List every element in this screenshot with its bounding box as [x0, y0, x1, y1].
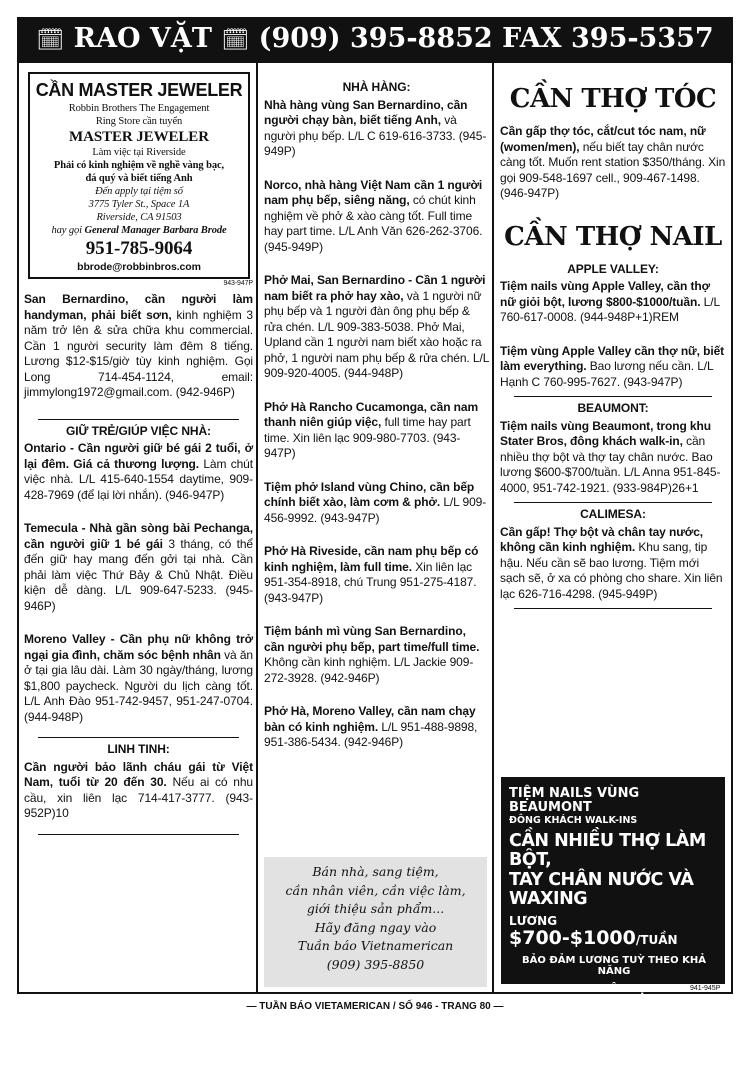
ad-line: XIN LIÊN LẠC [573, 982, 655, 996]
section-heading: CALIMESA: [580, 507, 646, 521]
jeweler-line: Robbin Brothers The Engagement [68, 103, 210, 114]
jeweler-phone: 951-785-9064 [85, 238, 193, 259]
section-heading: APPLE VALLEY: [567, 261, 659, 276]
promo-line: Hãy đăng ngay vào [314, 919, 437, 935]
ad-headline: CẦN NHIỀU THỢ LÀM BỘT, [509, 831, 706, 871]
jeweler-line: Đến apply tại tiệm số [95, 186, 183, 197]
jeweler-line: đá quý và biết tiếng Anh [85, 173, 193, 184]
jeweler-line: hay gọi [51, 225, 82, 236]
column-3 [500, 64, 726, 613]
classified-ad: Phở Hà, Moreno Valley, cần nam chạy bàn có kinh nghiệm. L/L 951-488-9898, 951-386-5434. (942-946P) [264, 704, 478, 749]
section-title: CẦN THỢ TÓC [509, 84, 717, 114]
classified-ad: Ontario - Cần người giữ bé gái 2 tuổi, ở lại đêm. Giá cả thương lượng. Làm chút việc nhà. L/L 415-640-1554 daytime, 909-428-7969 (để lại lời nhắn). (946-947P) [24, 441, 253, 502]
classified-ad: San Bernardino, cần người làm handyman, phải biết sơn, kinh nghiệm 3 năm trở lên & sửa chữa khu commercial. Cần 1 người security làm đêm 8 tiếng. Lương $12-$15/giờ tùy kinh nghiệm. Gọi Long 714-454-1124, email: jimmylong1972@gmail.com. (942-946P) [24, 292, 253, 399]
promo-line: cần nhân viên, cần việc làm, [285, 882, 466, 898]
classified-ad: Cần gấp! Thợ bột và chân tay nước, không cần kinh nghiệm. Khu sang, tip hậu. Nếu cần sẽ bao lương. Tiệm mới sạch sẽ, ở xa có phòng cho share. Xin liên lạc 626-716-4298. (945-949P) [500, 524, 723, 601]
ad-line: BẢO ĐẢM LƯƠNG TUỲ THEO KHẢ NĂNG [522, 955, 706, 978]
jeweler-line: Ring Store cần tuyển [95, 116, 183, 127]
ad-phone: 909-455-7691 [543, 999, 685, 1065]
jeweler-subtitle: MASTER JEWELER [69, 129, 209, 145]
header-phone: (909) 395-8852 [258, 23, 493, 54]
section-heading: GIỮ TRẺ/GIÚP VIỆC NHÀ: [66, 423, 211, 438]
section-heading: LINH TINH: [107, 742, 170, 756]
classified-ad: Moreno Valley - Cần phụ nữ không trở ngại gia đình, chăm sóc bệnh nhân và ăn ở tại gia lâu dài. Làm 30 ngày/tháng, lương $1,800 paycheck. Người du lịch càng tốt. L/L Anh Đào 951-742-9457, 951-247-0704. (944-948P) [24, 632, 253, 724]
promo-line: Bán nhà, sang tiệm, [312, 864, 439, 879]
jeweler-city: Riverside, CA 91503 [96, 212, 182, 223]
jeweler-contact: General Manager Barbara Brode [84, 225, 227, 236]
classified-ad: Temecula - Nhà gần sòng bài Pechanga, cần người giữ 1 bé gái 3 tháng, có thể đến giữ hay mang đến gởi tại nhà. Cần phải làm việc Thứ Bảy & Chủ Nhật. Điều kiện dễ dàng. L/L 909-647-5233. (945-946P) [24, 521, 253, 613]
promo-line: giới thiệu sản phẩm... [306, 901, 445, 916]
classified-ad: Cần người bảo lãnh cháu gái từ Việt Nam, tuổi từ 20 đến 30. Nếu ai có nhu cầu, xin liên lạc 714-417-3777. (943-952P)10 [24, 759, 253, 820]
jeweler-email: bbrode@robbinbros.com [77, 261, 201, 273]
classified-ad: Nhà hàng vùng San Bernardino, cần người chạy bàn, biết tiếng Anh, và người phụ bếp. L/L C 619-616-3733. (945-949P) [264, 97, 487, 158]
classified-ad: Phở Mai, San Bernardino - Cần 1 người nam biết ra phở hay xào, và 1 người nữ phụ bếp và 1 người đàn ông phụ bếp & rửa chén. L/L 909-383-5038. Phở Mai, Upland cần 1 người nam biết xào hoặc ra phở, 1 người nam phụ bếp & rửa chén. L/L 909-920-4005. (944-948P) [264, 273, 489, 380]
calendar-icon: 🗓 [221, 28, 250, 53]
promo-box [264, 857, 487, 987]
ad-code: 941-945P [690, 985, 721, 992]
section-title: CẦN THỢ NAIL [504, 221, 722, 252]
page-footer: — TUẦN BÁO VIETAMERICAN / SỐ 946 - TRANG 80 — [246, 1001, 504, 1012]
section-heading: BEAUMONT: [577, 401, 649, 415]
ad-line: TIỆM NAILS VÙNG BEAUMONT [509, 786, 640, 816]
column-1 [24, 64, 253, 839]
divider [38, 834, 239, 835]
promo-phone: (909) 395-8850 [326, 956, 425, 972]
classified-ad: Tiệm phở Island vùng Chino, cần bếp chính biết xào, làm cơm & phở. L/L 909-456-9992. (943-947P) [264, 479, 487, 525]
promo-line: Tuần báo Vietnamerican [297, 938, 454, 953]
divider [38, 419, 239, 420]
jeweler-ad [28, 72, 250, 279]
classified-ad: Phở Hà Riveside, cần nam phụ bếp có kinh nghiệm, làm full time. Xin liên lạc 951-354-8918, chú Trung 951-275-4187. (943-947P) [264, 544, 479, 605]
header-title: RAO VẶT [73, 23, 212, 54]
classified-ad: Phở Hà Rancho Cucamonga, cần nam thanh niên giúp việc, full time hay part time. Xin liên lạc 909-980-7703. (943-947P) [264, 399, 479, 460]
column-divider [256, 61, 258, 994]
calendar-icon: 🗓 [36, 28, 65, 53]
classified-ad: Cần gấp thợ tóc, cắt/cut tóc nam, nữ (women/men), nếu biết tay chân nước càng tốt. Muốn rent station $350/tháng. Xin gọi 909-548-1697 cell., 909-467-1498. (946-947P) [500, 124, 726, 200]
classified-ad: Tiệm vùng Apple Valley cần thợ nữ, biết làm everything. Bao lương nếu cần. L/L Hạnh C 760-995-7627. (943-947P) [500, 343, 725, 389]
header-fax: FAX 395-5357 [502, 23, 714, 54]
classified-ad: Norco, nhà hàng Việt Nam cần 1 người nam phụ bếp, siêng năng, có chút kinh nghiệm về phở & xào càng tốt. Full time hay part time. L/L Anh Văn 626-262-3706. (945-949P) [264, 177, 483, 254]
ad-code: 943-947P [223, 280, 253, 287]
page-header [17, 17, 733, 61]
divider [38, 737, 239, 738]
jeweler-line: Làm việc tại Riverside [92, 147, 186, 158]
divider [514, 608, 712, 609]
column-2 [264, 64, 489, 769]
ad-salary: LƯƠNG $700-$1000/TUẦN [509, 914, 678, 950]
jeweler-title: CẦN MASTER JEWELER [35, 80, 243, 100]
divider [514, 396, 712, 397]
jeweler-line: Phải có kinh nghiệm về nghề vàng bạc, [53, 160, 225, 171]
column-divider [492, 61, 494, 994]
ad-line: ĐÔNG KHÁCH WALK-INS [509, 814, 638, 826]
classified-ad: Tiệm nails vùng Apple Valley, cần thợ nữ giỏi bột, lương $800-$1000/tuần. L/L 760-617-0008. (944-948P+1)REM [500, 279, 720, 324]
classified-ad: Tiệm bánh mì vùng San Bernardino, cần người phụ bếp, part time/full time. Không cần kinh nghiệm. L/L Jackie 909-272-3928. (942-946P) [264, 624, 480, 685]
section-heading: NHÀ HÀNG: [342, 80, 411, 94]
divider [514, 502, 712, 503]
ad-headline: TAY CHÂN NƯỚC VÀ WAXING [509, 869, 694, 909]
classified-ad: Tiệm nails vùng Beaumont, trong khu Stater Bros, đông khách walk-in, cần nhiều thợ bột và thợ tay chân nước. Bao lương $600-$700/tuần. L/L Anna 951-845-4000, 951-742-1921. (933-984P)26+1 [500, 418, 721, 495]
jeweler-address: 3775 Tyler St., Space 1A [88, 199, 190, 210]
